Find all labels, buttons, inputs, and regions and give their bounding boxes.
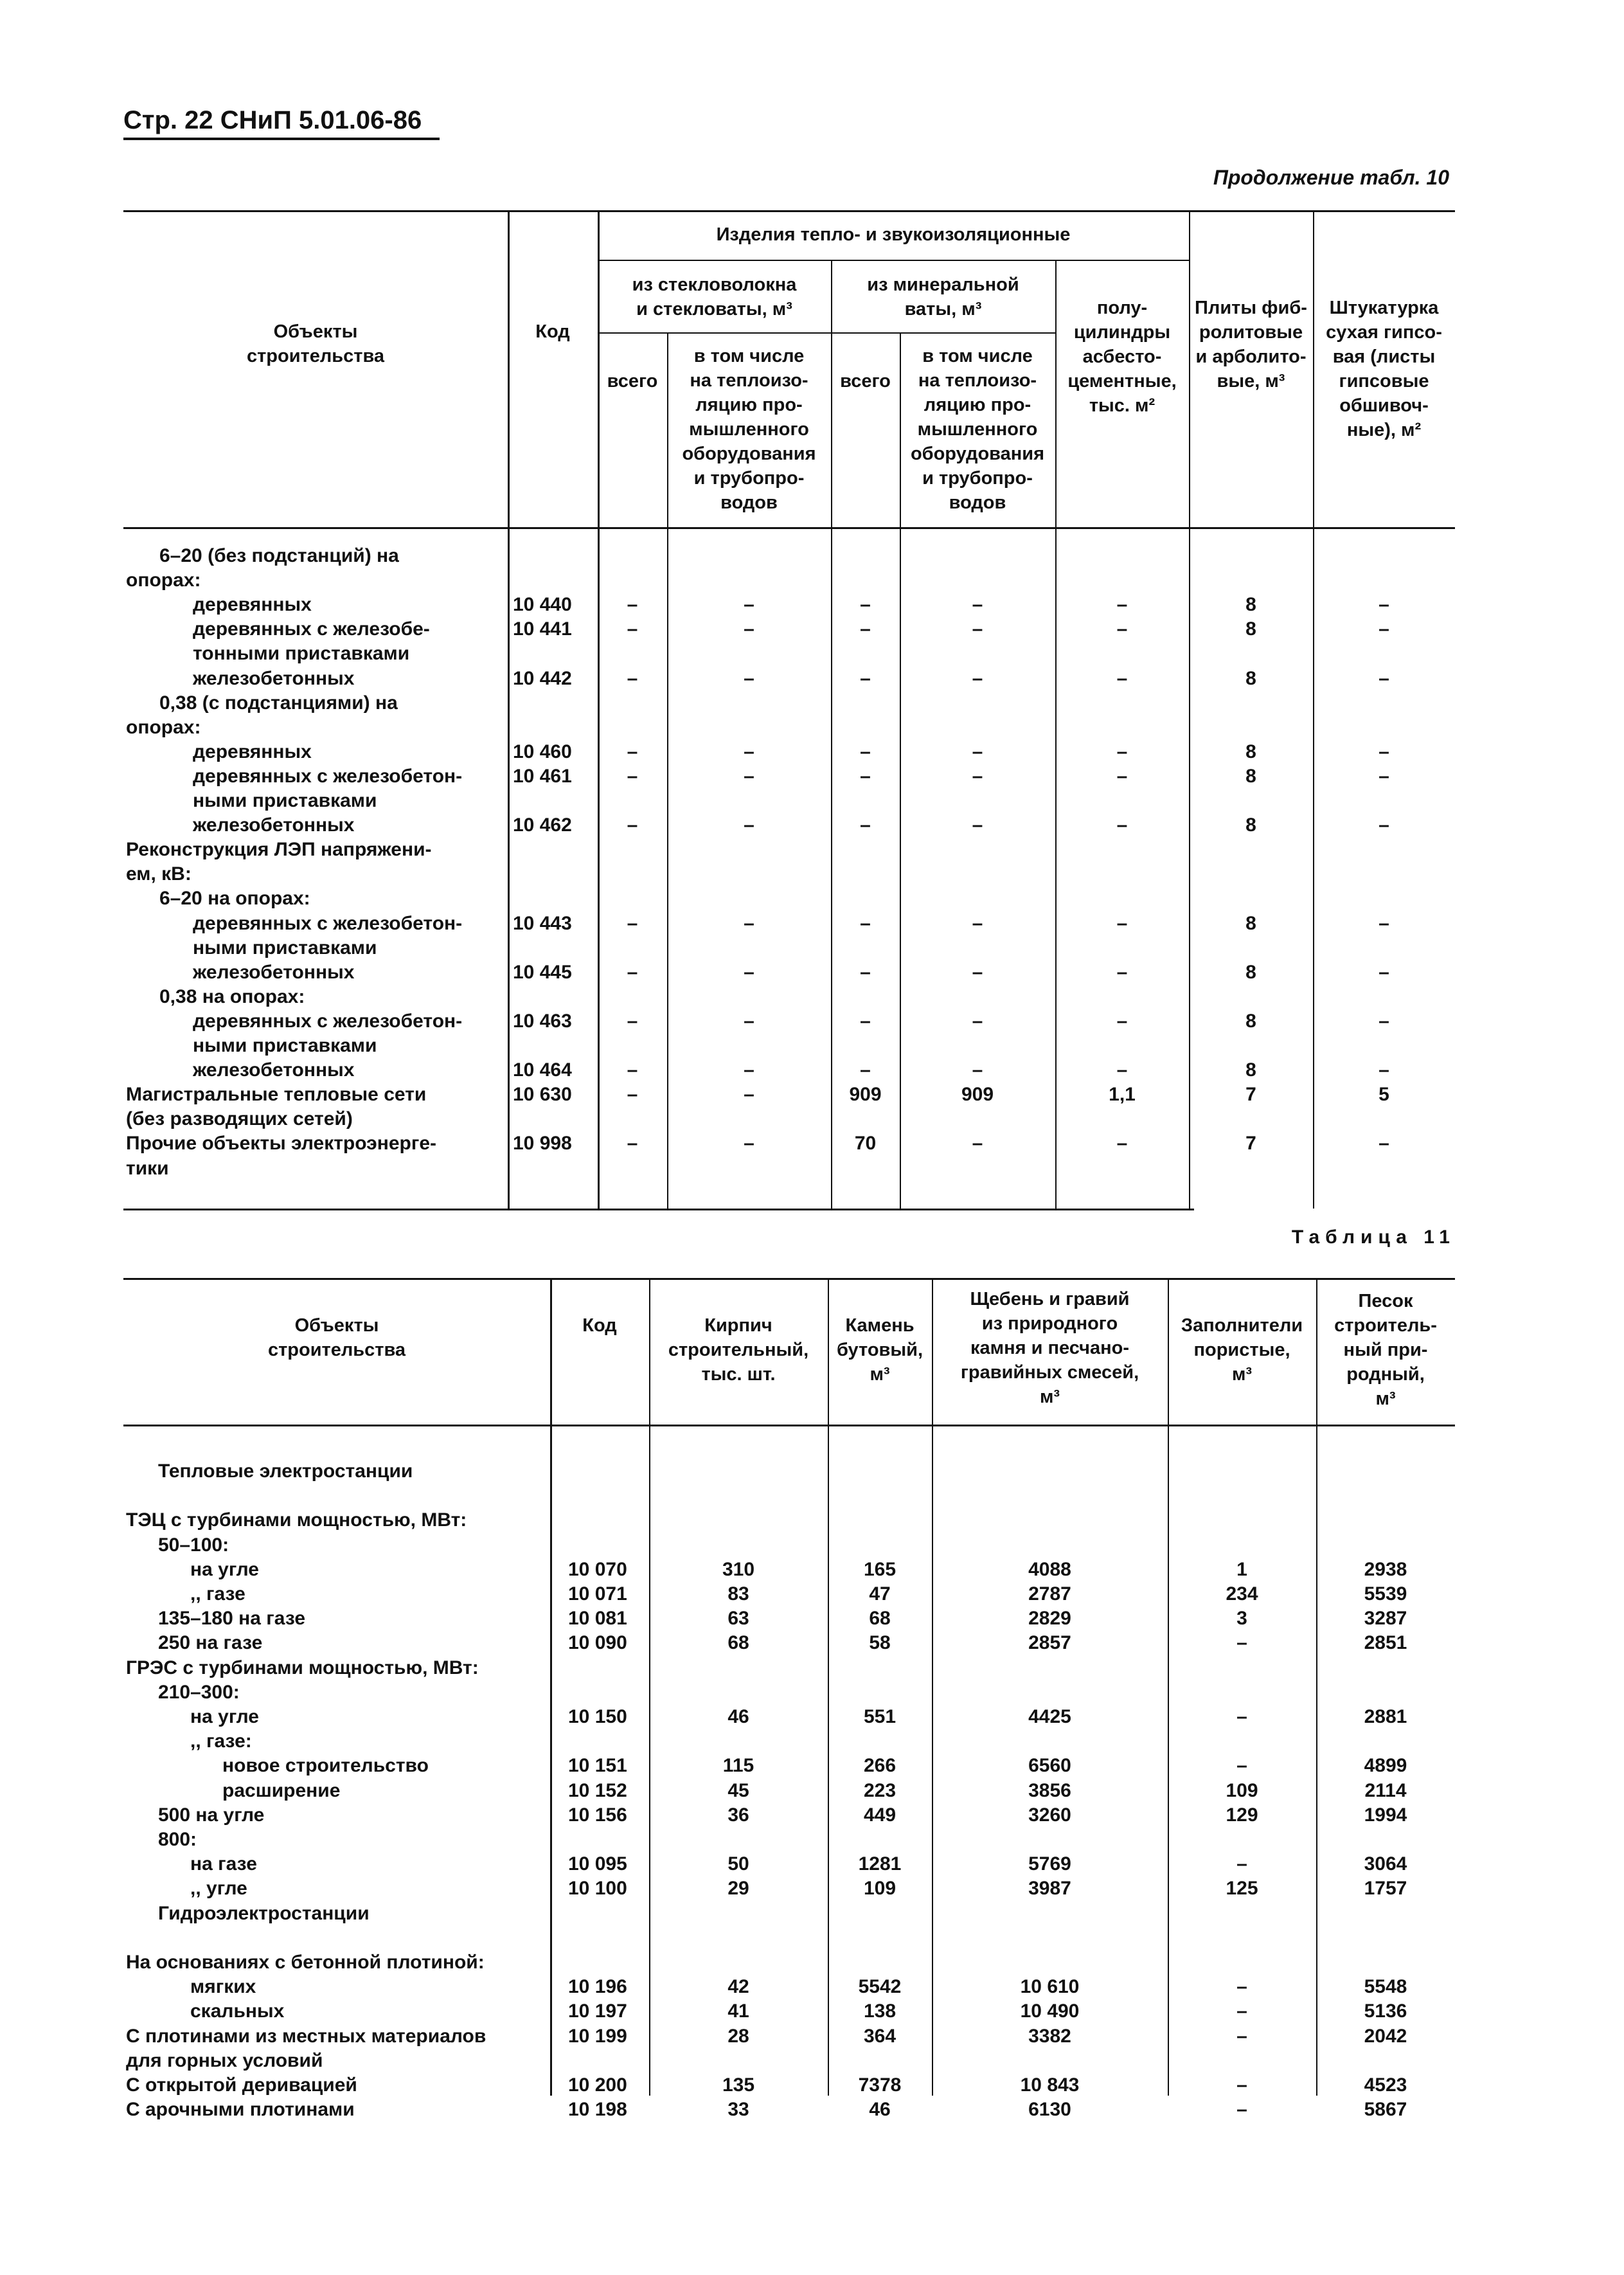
row-value: – (1236, 1632, 1247, 1654)
row-value: – (744, 1059, 754, 1081)
row-value: – (1116, 667, 1128, 689)
row-value: – (1116, 594, 1128, 616)
t11-vline (828, 1278, 829, 2096)
row-label: 0,38 (с подстанциями) на (159, 692, 398, 714)
t11-header-code: Код (582, 1315, 617, 1336)
row-value: – (1379, 961, 1389, 983)
t11-header-stone: Камень бутовый, м³ (836, 1315, 924, 1385)
row-label: на угле (190, 1558, 259, 1580)
row-value: 63 (727, 1608, 749, 1630)
row-value: – (972, 961, 983, 983)
row-value: – (860, 765, 871, 787)
row-label: ными приставками (193, 937, 377, 958)
row-code: 10 200 (568, 2074, 627, 2096)
row-value: 266 (863, 1755, 897, 1777)
t10-header-glass-total: всего (607, 371, 658, 391)
row-value: 8 (1245, 594, 1256, 616)
row-value: – (1236, 2099, 1247, 2121)
row-label: Прочие объекты электроэнерге- (126, 1133, 437, 1155)
row-value: 2938 (1364, 1558, 1407, 1580)
row-value: 5 (1379, 1084, 1389, 1106)
row-value: 42 (727, 1976, 749, 1998)
row-label: 250 на газе (158, 1632, 263, 1654)
row-value: – (972, 912, 983, 934)
row-value: – (627, 912, 638, 934)
row-value: – (627, 1084, 638, 1106)
row-value: – (1379, 912, 1389, 934)
row-value: 8 (1245, 741, 1256, 762)
row-value: 1 (1236, 1558, 1247, 1580)
row-value: 2881 (1364, 1706, 1407, 1727)
row-value: 125 (1226, 1878, 1258, 1900)
row-value: – (972, 1010, 983, 1032)
row-value: 2851 (1364, 1632, 1407, 1654)
row-value: 5769 (1028, 1853, 1071, 1875)
row-label: (без разводящих сетей) (126, 1108, 353, 1130)
row-value: 28 (727, 2025, 749, 2047)
row-value: – (1379, 618, 1389, 640)
row-value: – (744, 667, 754, 689)
row-label: ,, газе: (190, 1731, 252, 1752)
row-value: – (744, 912, 754, 934)
row-value: 8 (1245, 961, 1256, 983)
row-value: 3856 (1028, 1779, 1071, 1801)
row-value: – (627, 667, 638, 689)
row-value: – (860, 667, 871, 689)
row-value: – (1116, 814, 1128, 836)
row-value: – (744, 1010, 754, 1032)
row-value: 5542 (858, 1976, 902, 1998)
row-value: 109 (1226, 1779, 1258, 1801)
row-label: ,, газе (190, 1583, 245, 1605)
row-label: для горных условий (126, 2049, 323, 2071)
row-value: 5136 (1364, 2001, 1407, 2022)
row-value: 8 (1245, 667, 1256, 689)
row-label: тики (126, 1157, 169, 1179)
row-value: – (1236, 1976, 1247, 1998)
row-value: 129 (1226, 1804, 1258, 1826)
row-value: – (744, 814, 754, 836)
row-value: 909 (961, 1084, 994, 1106)
t11-header-brick: Кирпич строительный, тыс. шт. (668, 1315, 809, 1385)
row-value: 165 (863, 1558, 897, 1580)
t10-header-fibrolite: Плиты фиб- ролитовые и арболито- вые, м³ (1195, 298, 1307, 391)
t10-top-rule (123, 210, 1455, 212)
t11-header-fill: Заполнители пористые, м³ (1181, 1315, 1303, 1385)
row-value: – (1116, 1059, 1128, 1081)
row-value: 1,1 (1109, 1084, 1136, 1106)
row-label: мягких (190, 1976, 256, 1998)
t10-header-group: Изделия тепло- и звукоизоляционные (716, 224, 1071, 245)
row-value: 45 (727, 1779, 749, 1801)
row-code: 10 198 (568, 2099, 627, 2121)
row-value: – (1116, 765, 1128, 787)
row-value: – (627, 1133, 638, 1155)
row-value: – (1379, 594, 1389, 616)
row-code: 10 630 (513, 1084, 572, 1106)
row-value: 2787 (1028, 1583, 1071, 1605)
row-value: – (627, 594, 638, 616)
t11-header-objects: Объекты строительства (267, 1315, 406, 1360)
row-label: железобетонных (193, 667, 355, 689)
row-label: деревянных с железобетон- (193, 1010, 463, 1032)
row-code: 10 090 (568, 1632, 627, 1654)
row-value: – (972, 618, 983, 640)
row-label: 800: (158, 1829, 197, 1850)
row-label: деревянных с железобетон- (193, 765, 463, 787)
row-code: 10 156 (568, 1804, 627, 1826)
row-value: – (744, 1133, 754, 1155)
row-value: 3987 (1028, 1878, 1071, 1900)
row-label: деревянных с железобетон- (193, 912, 463, 934)
row-code: 10 152 (568, 1779, 627, 1801)
row-value: 10 843 (1020, 2074, 1080, 2096)
row-value: 3064 (1364, 1853, 1407, 1875)
row-label: на газе (190, 1853, 257, 1875)
row-value: 234 (1226, 1583, 1258, 1605)
row-code: 10 462 (513, 814, 572, 836)
page-header: Стр. 22 СНиП 5.01.06-86 (123, 106, 422, 134)
row-value: 70 (854, 1133, 877, 1155)
row-value: 8 (1245, 1010, 1256, 1032)
row-value: 3260 (1028, 1804, 1071, 1826)
t10-header-glass-incl: в том числе на теплоизо- ляцию про- мышленного оборудования и трубопро- водов (682, 346, 816, 513)
row-value: 551 (863, 1706, 897, 1727)
row-value: – (1379, 814, 1389, 836)
row-label: На основаниях с бетонной плотиной: (126, 1952, 485, 1973)
row-label: ными приставками (193, 1035, 377, 1056)
row-value: 50 (727, 1853, 749, 1875)
row-label: 6–20 на опорах: (159, 888, 310, 910)
row-value: – (1379, 1010, 1389, 1032)
row-label: ГРЭС с турбинами мощностью, МВт: (126, 1657, 479, 1678)
t10-header-semicylinders: полу- цилиндры асбесто- цементные, тыс. м² (1067, 298, 1177, 416)
row-code: 10 100 (568, 1878, 627, 1900)
row-value: 135 (722, 2074, 755, 2096)
row-value: 6560 (1028, 1755, 1071, 1777)
row-value: – (860, 961, 871, 983)
row-value: – (744, 765, 754, 787)
t10-header-mineral: из минеральной ваты, м³ (867, 274, 1019, 319)
row-label: тонными приставками (193, 643, 410, 665)
row-value: – (627, 618, 638, 640)
row-value: – (972, 594, 983, 616)
row-value: – (860, 618, 871, 640)
row-label: Реконструкция ЛЭП напряжени- (126, 839, 432, 861)
row-value: 8 (1245, 912, 1256, 934)
row-value: – (860, 912, 871, 934)
row-value: – (972, 1133, 983, 1155)
row-value: – (972, 765, 983, 787)
row-value: 6130 (1028, 2099, 1071, 2121)
row-label: Магистральные тепловые сети (126, 1084, 427, 1106)
row-value: – (1116, 741, 1128, 762)
row-value: 2114 (1364, 1779, 1407, 1801)
row-label: опорах: (126, 716, 201, 738)
row-value: – (627, 1010, 638, 1032)
row-value: – (744, 1084, 754, 1106)
row-value: – (1116, 961, 1128, 983)
row-code: 10 151 (568, 1755, 627, 1777)
t10-sub-rule (598, 332, 1055, 334)
row-value: 109 (863, 1878, 897, 1900)
row-value: – (1236, 1853, 1247, 1875)
t10-header-glass: из стекловолокна и стекловаты, м³ (632, 274, 797, 319)
row-value: 138 (863, 2001, 897, 2022)
row-value: 7 (1245, 1133, 1256, 1155)
row-value: – (627, 765, 638, 787)
row-value: – (860, 1010, 871, 1032)
row-value: 10 490 (1020, 2001, 1080, 2022)
row-code: 10 445 (513, 961, 572, 983)
row-label: Гидроэлектростанции (158, 1902, 370, 1924)
row-value: 8 (1245, 765, 1256, 787)
t11-vline (550, 1278, 552, 2096)
row-value: 41 (727, 2001, 749, 2022)
row-value: – (1379, 765, 1389, 787)
row-value: 46 (869, 2099, 891, 2121)
row-value: 7 (1245, 1084, 1256, 1106)
row-value: 3382 (1028, 2025, 1071, 2047)
row-label: на угле (190, 1706, 259, 1727)
row-value: 8 (1245, 618, 1256, 640)
row-value: 2042 (1364, 2025, 1407, 2047)
row-label: 500 на угле (158, 1804, 265, 1826)
row-label: деревянных (193, 741, 312, 762)
row-value: – (972, 741, 983, 762)
row-value: – (1116, 1133, 1128, 1155)
row-value: – (1379, 667, 1389, 689)
row-value: 5539 (1364, 1583, 1407, 1605)
t10-header-mineral-total: всего (840, 371, 891, 391)
row-code: 10 197 (568, 2001, 627, 2022)
t10-bottom-rule (123, 1209, 1194, 1210)
row-label: С арочными плотинами (126, 2099, 355, 2121)
row-value: 909 (849, 1084, 882, 1106)
row-code: 10 150 (568, 1706, 627, 1727)
row-value: – (1116, 618, 1128, 640)
row-value: – (1116, 912, 1128, 934)
row-value: – (627, 741, 638, 762)
row-value: 8 (1245, 1059, 1256, 1081)
row-value: – (1236, 1755, 1247, 1777)
t10-header-mineral-incl: в том числе на теплоизо- ляцию про- мышленного оборудования и трубопро- водов (910, 346, 1045, 513)
row-value: – (1379, 1133, 1389, 1155)
row-value: – (972, 814, 983, 836)
row-value: – (744, 618, 754, 640)
row-value: 7378 (858, 2074, 902, 2096)
row-value: 310 (722, 1558, 755, 1580)
row-label: железобетонных (193, 961, 355, 983)
row-value: 364 (863, 2025, 897, 2047)
row-value: 5548 (1364, 1976, 1407, 1998)
row-code: 10 460 (513, 741, 572, 762)
row-label: 135–180 на газе (158, 1608, 306, 1630)
row-value: 68 (869, 1608, 891, 1630)
row-value: – (744, 741, 754, 762)
row-value: – (860, 741, 871, 762)
row-code: 10 442 (513, 667, 572, 689)
row-label: С плотинами из местных материалов (126, 2025, 486, 2047)
row-value: – (1236, 2025, 1247, 2047)
row-code: 10 440 (513, 594, 572, 616)
row-value: 1994 (1364, 1804, 1407, 1826)
row-label: железобетонных (193, 1059, 355, 1081)
table-11-title: Таблица 11 (1291, 1227, 1456, 1248)
row-value: – (860, 814, 871, 836)
row-code: 10 071 (568, 1583, 627, 1605)
row-label: 210–300: (158, 1681, 240, 1703)
row-code: 10 081 (568, 1608, 627, 1630)
row-value: 29 (727, 1878, 749, 1900)
row-code: 10 095 (568, 1853, 627, 1875)
row-label: расширение (222, 1779, 341, 1801)
row-label: ТЭЦ с турбинами мощностью, МВт: (126, 1509, 467, 1531)
row-value: – (972, 667, 983, 689)
row-value: – (1379, 741, 1389, 762)
row-label: 50–100: (158, 1534, 229, 1556)
row-label: ,, угле (190, 1878, 247, 1900)
row-code: 10 461 (513, 765, 572, 787)
row-label: 6–20 (без подстанций) на (159, 545, 399, 566)
row-code: 10 199 (568, 2025, 627, 2047)
row-value: 83 (727, 1583, 749, 1605)
row-value: – (1236, 2001, 1247, 2022)
row-code: 10 443 (513, 912, 572, 934)
row-value: 115 (722, 1755, 754, 1777)
row-value: – (860, 594, 871, 616)
row-value: – (972, 1059, 983, 1081)
row-label: ными приставками (193, 790, 377, 811)
row-value: – (627, 814, 638, 836)
t10-header-code: Код (535, 321, 570, 342)
row-label: деревянных (193, 594, 312, 616)
row-value: 1281 (858, 1853, 902, 1875)
row-value: 2857 (1028, 1632, 1071, 1654)
row-value: 68 (727, 1632, 749, 1654)
continuation-label: Продолжение табл. 10 (1213, 166, 1449, 189)
row-value: 4523 (1364, 2074, 1407, 2096)
t10-header-plaster: Штукатурка сухая гипсо- вая (листы гипсовые обшивоч- ные), м² (1326, 298, 1442, 440)
t11-header-sand: Песок строитель- ный при- родный, м³ (1334, 1291, 1437, 1409)
row-value: – (627, 1059, 638, 1081)
row-label: железобетонных (193, 814, 355, 836)
row-code: 10 464 (513, 1059, 572, 1081)
row-value: 46 (727, 1706, 749, 1727)
row-label: С открытой деривацией (126, 2074, 357, 2096)
row-code: 10 196 (568, 1976, 627, 1998)
header-underline (123, 138, 440, 140)
row-label: Тепловые электростанции (158, 1461, 413, 1482)
row-code: 10 998 (513, 1133, 572, 1155)
row-value: 33 (727, 2099, 749, 2121)
row-value: 36 (727, 1804, 749, 1826)
t10-group-rule (598, 260, 1189, 261)
row-value: – (1116, 1010, 1128, 1032)
row-value: 10 610 (1020, 1976, 1080, 1998)
row-value: 5867 (1364, 2099, 1407, 2121)
t11-top-rule (123, 1278, 1455, 1280)
t11-vline (1168, 1278, 1169, 2096)
t11-vline (649, 1278, 650, 2096)
t10-header-bottom-rule (123, 527, 1455, 529)
t11-header-gravel: Щебень и гравий из природного камня и песчано- гравийных смесей, м³ (960, 1289, 1139, 1407)
row-value: 58 (869, 1632, 891, 1654)
row-label: ем, кВ: (126, 863, 192, 885)
row-value: – (1379, 1059, 1389, 1081)
row-value: – (1236, 2074, 1247, 2096)
row-label: деревянных с железобе- (193, 618, 430, 640)
row-value: 4088 (1028, 1558, 1071, 1580)
row-code: 10 070 (568, 1558, 627, 1580)
row-label: скальных (190, 2001, 285, 2022)
row-code: 10 463 (513, 1010, 572, 1032)
row-code: 10 441 (513, 618, 572, 640)
t10-vline (508, 210, 510, 1209)
row-value: 47 (869, 1583, 891, 1605)
t10-header-objects: Объекты строительства (246, 321, 385, 366)
row-value: – (860, 1059, 871, 1081)
row-value: 1757 (1364, 1878, 1407, 1900)
row-value: 4899 (1364, 1755, 1407, 1777)
row-value: – (627, 961, 638, 983)
row-value: – (744, 594, 754, 616)
row-value: 4425 (1028, 1706, 1071, 1727)
row-value: – (1236, 1706, 1247, 1727)
row-value: 223 (863, 1779, 897, 1801)
row-value: 449 (863, 1804, 897, 1826)
t11-header-bottom-rule (123, 1425, 1455, 1426)
row-label: 0,38 на опорах: (159, 985, 305, 1007)
row-value: – (744, 961, 754, 983)
row-label: новое строительство (222, 1755, 429, 1777)
row-value: 8 (1245, 814, 1256, 836)
row-value: 3287 (1364, 1608, 1407, 1630)
row-value: 3 (1236, 1608, 1247, 1630)
row-value: 2829 (1028, 1608, 1071, 1630)
row-label: опорах: (126, 570, 201, 591)
